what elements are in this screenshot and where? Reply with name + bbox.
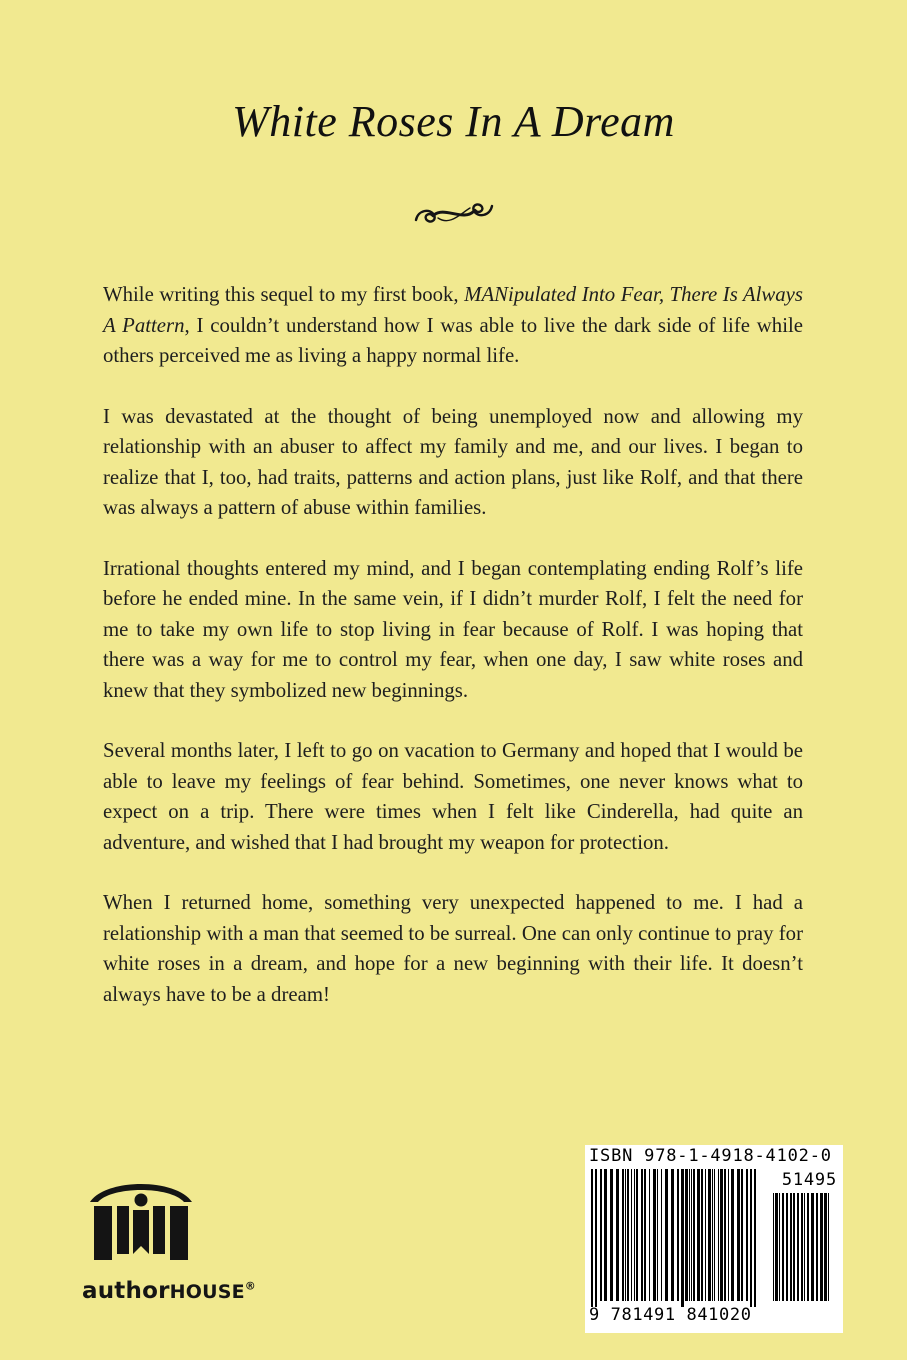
barcode-bar [681, 1169, 684, 1307]
barcode-bar [782, 1193, 784, 1301]
barcode-bar [708, 1169, 711, 1301]
blurb-p1-text-end: , I couldn’t understand how I was able to live the dark side of life while others perceived me as living a happy normal life. [103, 313, 803, 367]
barcode-bar [677, 1169, 679, 1301]
barcode-bar [591, 1169, 593, 1307]
barcode-bar [622, 1169, 624, 1301]
barcode-bar [625, 1169, 626, 1301]
barcode-bar [604, 1169, 607, 1301]
barcode-bar [718, 1169, 719, 1301]
first-book-title: MANipulated Into Fear, There Is Always A Pattern [103, 283, 803, 337]
price-code: 51495 [781, 1170, 837, 1190]
authorhouse-logo-icon [86, 1162, 196, 1262]
barcode-bar [793, 1193, 795, 1301]
barcode-bar [807, 1193, 809, 1301]
publisher-name [82, 1278, 256, 1304]
barcode-bar [627, 1169, 629, 1301]
barcode-bar [816, 1193, 818, 1301]
barcode-bar [657, 1169, 658, 1301]
isbn-number: ISBN 978-1-4918-4102-0 [589, 1146, 832, 1166]
barcode-bar [790, 1193, 792, 1301]
blurb-paragraph-2: I was devastated at the thought of being unemployed now and allowing my relationship with an abuser to affect my family and me, and our lives. I began to realize that I, too, had traits, patterns and action plans, just like Rolf, and that there was always a pattern of abuse within families. [103, 404, 803, 519]
barcode-bar [641, 1169, 643, 1301]
blurb-paragraph-4: Several months later, I left to go on vacation to Germany and hoped that I would be able to leave my feelings of fear behind. Sometimes, one never knows what to expect on a trip. There were times when I felt like Cinderella, had quite an adventure, and wished that I had brought my weapon for protection. [103, 739, 803, 854]
barcode-bar [801, 1193, 803, 1301]
barcode-bar [712, 1169, 713, 1301]
book-title: White Roses In A Dream [232, 97, 675, 146]
publisher-name-part2: HOUSE [169, 1281, 245, 1303]
blurb-paragraph-5: When I returned home, something very unexpected happened to me. I had a relationship with a man that seemed to be surreal. One can only continue to pray for white roses in a dream, and hope for a new beginning with their life. It doesn’t always have to be a dream! [103, 891, 803, 1006]
ean-digits: 9 781491 841020 [589, 1305, 752, 1325]
barcode-bar [701, 1169, 703, 1301]
barcode-bar [775, 1193, 778, 1301]
barcode-bar [797, 1193, 799, 1301]
barcode-bar [786, 1193, 788, 1301]
barcode-bar [689, 1169, 690, 1301]
barcode-bar [595, 1169, 597, 1307]
back-cover-blurb [103, 280, 803, 1040]
barcode-bar [693, 1169, 695, 1301]
isbn-barcode [585, 1145, 843, 1333]
registered-mark: ® [244, 1279, 256, 1293]
barcode-bar [661, 1169, 662, 1301]
barcode-bar [644, 1169, 646, 1301]
barcode-bar [616, 1169, 619, 1301]
barcode-bar [737, 1169, 740, 1301]
blurb-p1-text-start: While writing this sequel to my first book, [103, 283, 465, 306]
barcode-bar [731, 1169, 734, 1301]
barcode-bar [754, 1169, 756, 1307]
barcode-bar [779, 1193, 780, 1301]
barcode-bar [653, 1169, 656, 1301]
barcode-bar [750, 1169, 752, 1307]
blurb-paragraph-3: Irrational thoughts entered my mind, and I began contemplating ending Rolf’s life before he ended mine. In the same vein, if I didn’t murder Rolf, I felt the need for me to take my own life to stop living in fear because of Rolf. I was hoping that there was a way for me to control my fear, when one day, I saw white roses and knew that they symbolized new beginnings. [103, 556, 803, 702]
barcode-bar [820, 1193, 823, 1301]
barcode-bar [634, 1169, 635, 1301]
barcode-bar [714, 1169, 715, 1301]
barcode-bar [665, 1169, 668, 1301]
barcode-bar [697, 1169, 700, 1301]
barcode-bar [773, 1193, 774, 1301]
barcode-bar [728, 1169, 729, 1301]
barcode-bar [685, 1169, 688, 1301]
barcode-bar [600, 1169, 602, 1301]
barcode-bar [828, 1193, 829, 1301]
barcode-bar [741, 1169, 743, 1301]
barcode-bar [804, 1193, 805, 1301]
barcode-bar [724, 1169, 726, 1301]
barcode-bar [705, 1169, 706, 1301]
barcode-bar [811, 1193, 814, 1301]
barcode-bar [746, 1169, 748, 1301]
barcode-bar [720, 1169, 723, 1301]
barcode-bar [824, 1193, 827, 1301]
barcode-bar [610, 1169, 613, 1301]
barcode-bar [636, 1169, 638, 1301]
flourish-ornament-icon [410, 196, 498, 230]
barcode-bar [631, 1169, 632, 1301]
barcode-bar [671, 1169, 674, 1301]
blurb-paragraph-1 [103, 280, 803, 372]
publisher-name-part1: author [82, 1278, 170, 1304]
barcode-bar [691, 1169, 692, 1301]
barcode-bar [649, 1169, 650, 1301]
